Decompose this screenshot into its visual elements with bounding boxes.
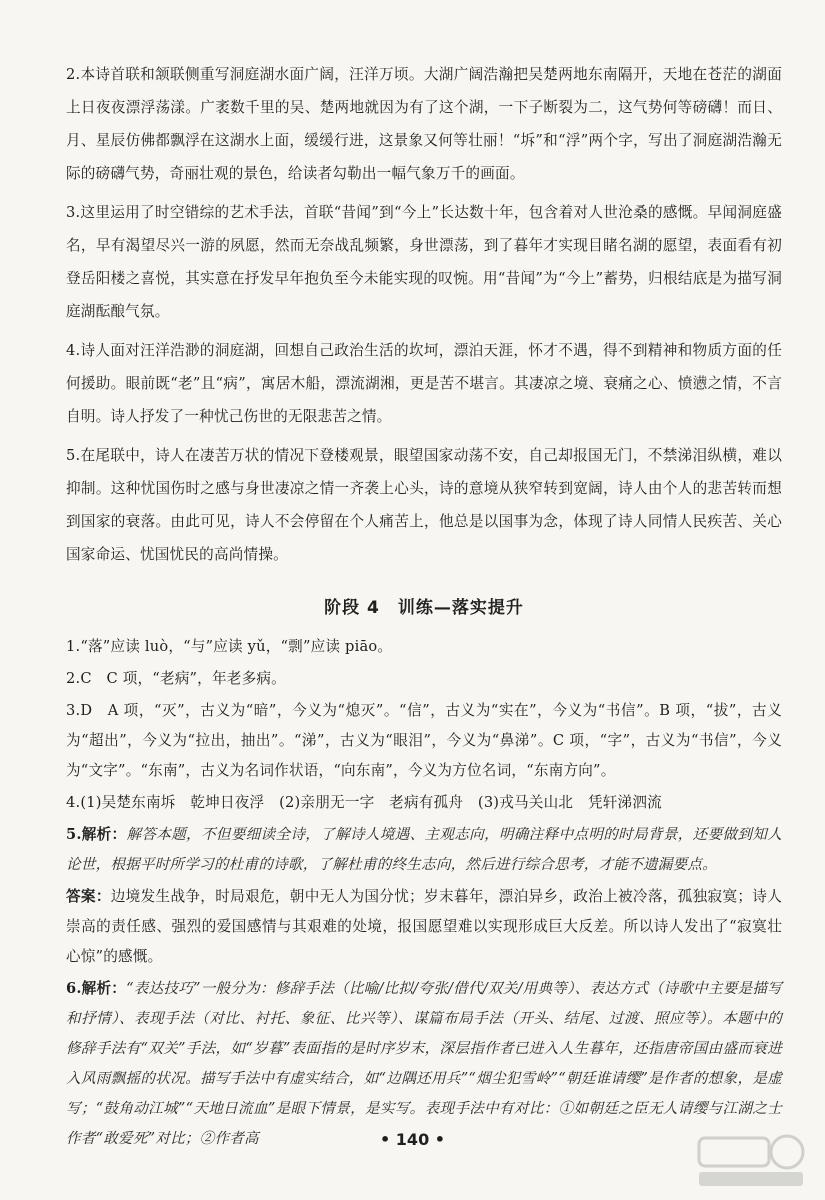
section-heading [66, 593, 782, 618]
answer-5-paragraph: 5.在尾联中，诗人在凄苦万状的情况下登楼观景，眼望国家动荡不安，自己却报国无门，不禁涕泪纵横，难以抑制。这种忧国伤时之感与身世凄凉之情一齐袭上心头，诗的意境从狭窄转到宽阔，诗人由个人的悲苦转而想到国家的衰落。由此可见，诗人不会停留在个人痛苦上，他总是以国事为念，体现了诗人同情人民疾苦、关心国家命运、忧国忧民的高尚情操。 [66, 447, 782, 563]
question-6-analysis [66, 974, 782, 1154]
watermark-logo [695, 1130, 807, 1190]
analysis-text: 解答本题，不但要细读全诗，了解诗人境遇、主观志向，明确注释中点明的时局背景，还要做到知人论世，根据平时所学习的杜甫的诗歌，了解杜甫的终生志向，然后进行综合思考，才能不遗漏要点。 [66, 826, 782, 873]
page-number: • 140 • [380, 1130, 445, 1149]
section-stage: 阶段 4 [324, 598, 380, 618]
question-1-answer: 1.“落”应读 luò，“与”应读 yǔ，“剽”应读 piāo。 [66, 638, 393, 655]
question-4-answer: 4.(1)吴楚东南坼 乾坤日夜浮 (2)亲朋无一字 老病有孤舟 (3)戎马关山北 凭轩涕泗流 [66, 794, 662, 811]
page-content [66, 58, 782, 1156]
answer-3-paragraph: 3.这里运用了时空错综的艺术手法，首联“昔闻”到“今上”长达数十年，包含着对人世沧桑的感慨。早闻洞庭盛名，早有渴望尽兴一游的夙愿，然而无奈战乱频繁，身世漂荡，到了暮年才实现目睹名湖的愿望，表面看有初登岳阳楼之喜悦，其实意在抒发早年抱负至今未能实现的叹惋。用“昔闻”为“今上”蓄势，归根结底是为描写洞庭湖酝酿气氛。 [66, 204, 782, 320]
analysis-text: “表达技巧”一般分为：修辞手法（比喻/比拟/夸张/借代/双关/用典等）、表达方式（诗歌中主要是描写和抒情）、表现手法（对比、衬托、象征、比兴等）、谋篇布局手法（开头、结尾、过渡、照应等）。本题中的修辞手法有“双关”手法，如“岁暮”表面指的是时序岁末，深层指作者已进入人生暮年，还指唐帝国由盛而衰进入风雨飘摇的状况。描写手法中有虚实结合，如“边隅还用兵”“烟尘犯雪岭”“朝廷谁请缨”是作者的想象，是虚写；“鼓角动江城”“天地日流血”是眼下情景，是实写。表现手法中有对比：①如朝廷之臣无人请缨与江湖之士作者“敢爱死”对比；②作者高 [66, 980, 782, 1147]
answer-text: 边境发生战争，时局艰危，朝中无人为国分忧；岁末暮年，漂泊异乡，政治上被冷落，孤独寂寞；诗人崇高的责任感、强烈的爱国感情与其艰难的处境，报国愿望难以实现形成巨大反差。所以诗人发出了“寂寞壮心惊”的感慨。 [66, 888, 782, 965]
question-5-answer [66, 882, 782, 972]
question-2-answer: 2.C C 项，“老病”，年老多病。 [66, 670, 286, 687]
question-5-analysis [66, 820, 782, 880]
question-3-answer: 3.D A 项，“灭”，古义为“暗”，今义为“熄灭”。“信”，古义为“实在”，今义为“书信”。B 项，“拔”，古义为“超出”，今义为“拉出，抽出”。“涕”，古义为“眼泪”，今义为“鼻涕”。C 项，“字”，古义为“书信”，今义为“文字”。“东南”，古义为名词作状语，“向东南”，今义为方位名词，“东南方向”。 [66, 702, 782, 779]
answer-4-paragraph: 4.诗人面对汪洋浩渺的洞庭湖，回想自己政治生活的坎坷，漂泊天涯，怀才不遇，得不到精神和物质方面的任何援助。眼前既“老”且“病”，寓居木船，漂流湖湘，更是苦不堪言。其凄凉之境、衰痛之心、愤懑之情，不言自明。诗人抒发了一种忧己伤世的无限悲苦之情。 [66, 342, 782, 425]
section-title: 训练—落实提升 [397, 598, 524, 618]
analysis-label: 5.解析： [66, 826, 127, 843]
analysis-label: 6.解析： [66, 980, 127, 997]
answer-label: 答案： [66, 888, 111, 905]
answer-2-paragraph: 2.本诗首联和颔联侧重写洞庭湖水面广阔，汪洋万顷。大湖广阔浩瀚把吴楚两地东南隔开，天地在苍茫的湖面上日夜夜漂浮荡漾。广袤数千里的吴、楚两地就因为有了这个湖，一下子断裂为二，这气势何等磅礴！而日、月、星辰仿佛都飘浮在这湖水上面，缓缓行进，这景象又何等壮丽！“坼”和“浮”两个字，写出了洞庭湖浩瀚无际的磅礴气势，奇丽壮观的景色，给读者勾勒出一幅气象万千的画面。 [66, 66, 782, 182]
